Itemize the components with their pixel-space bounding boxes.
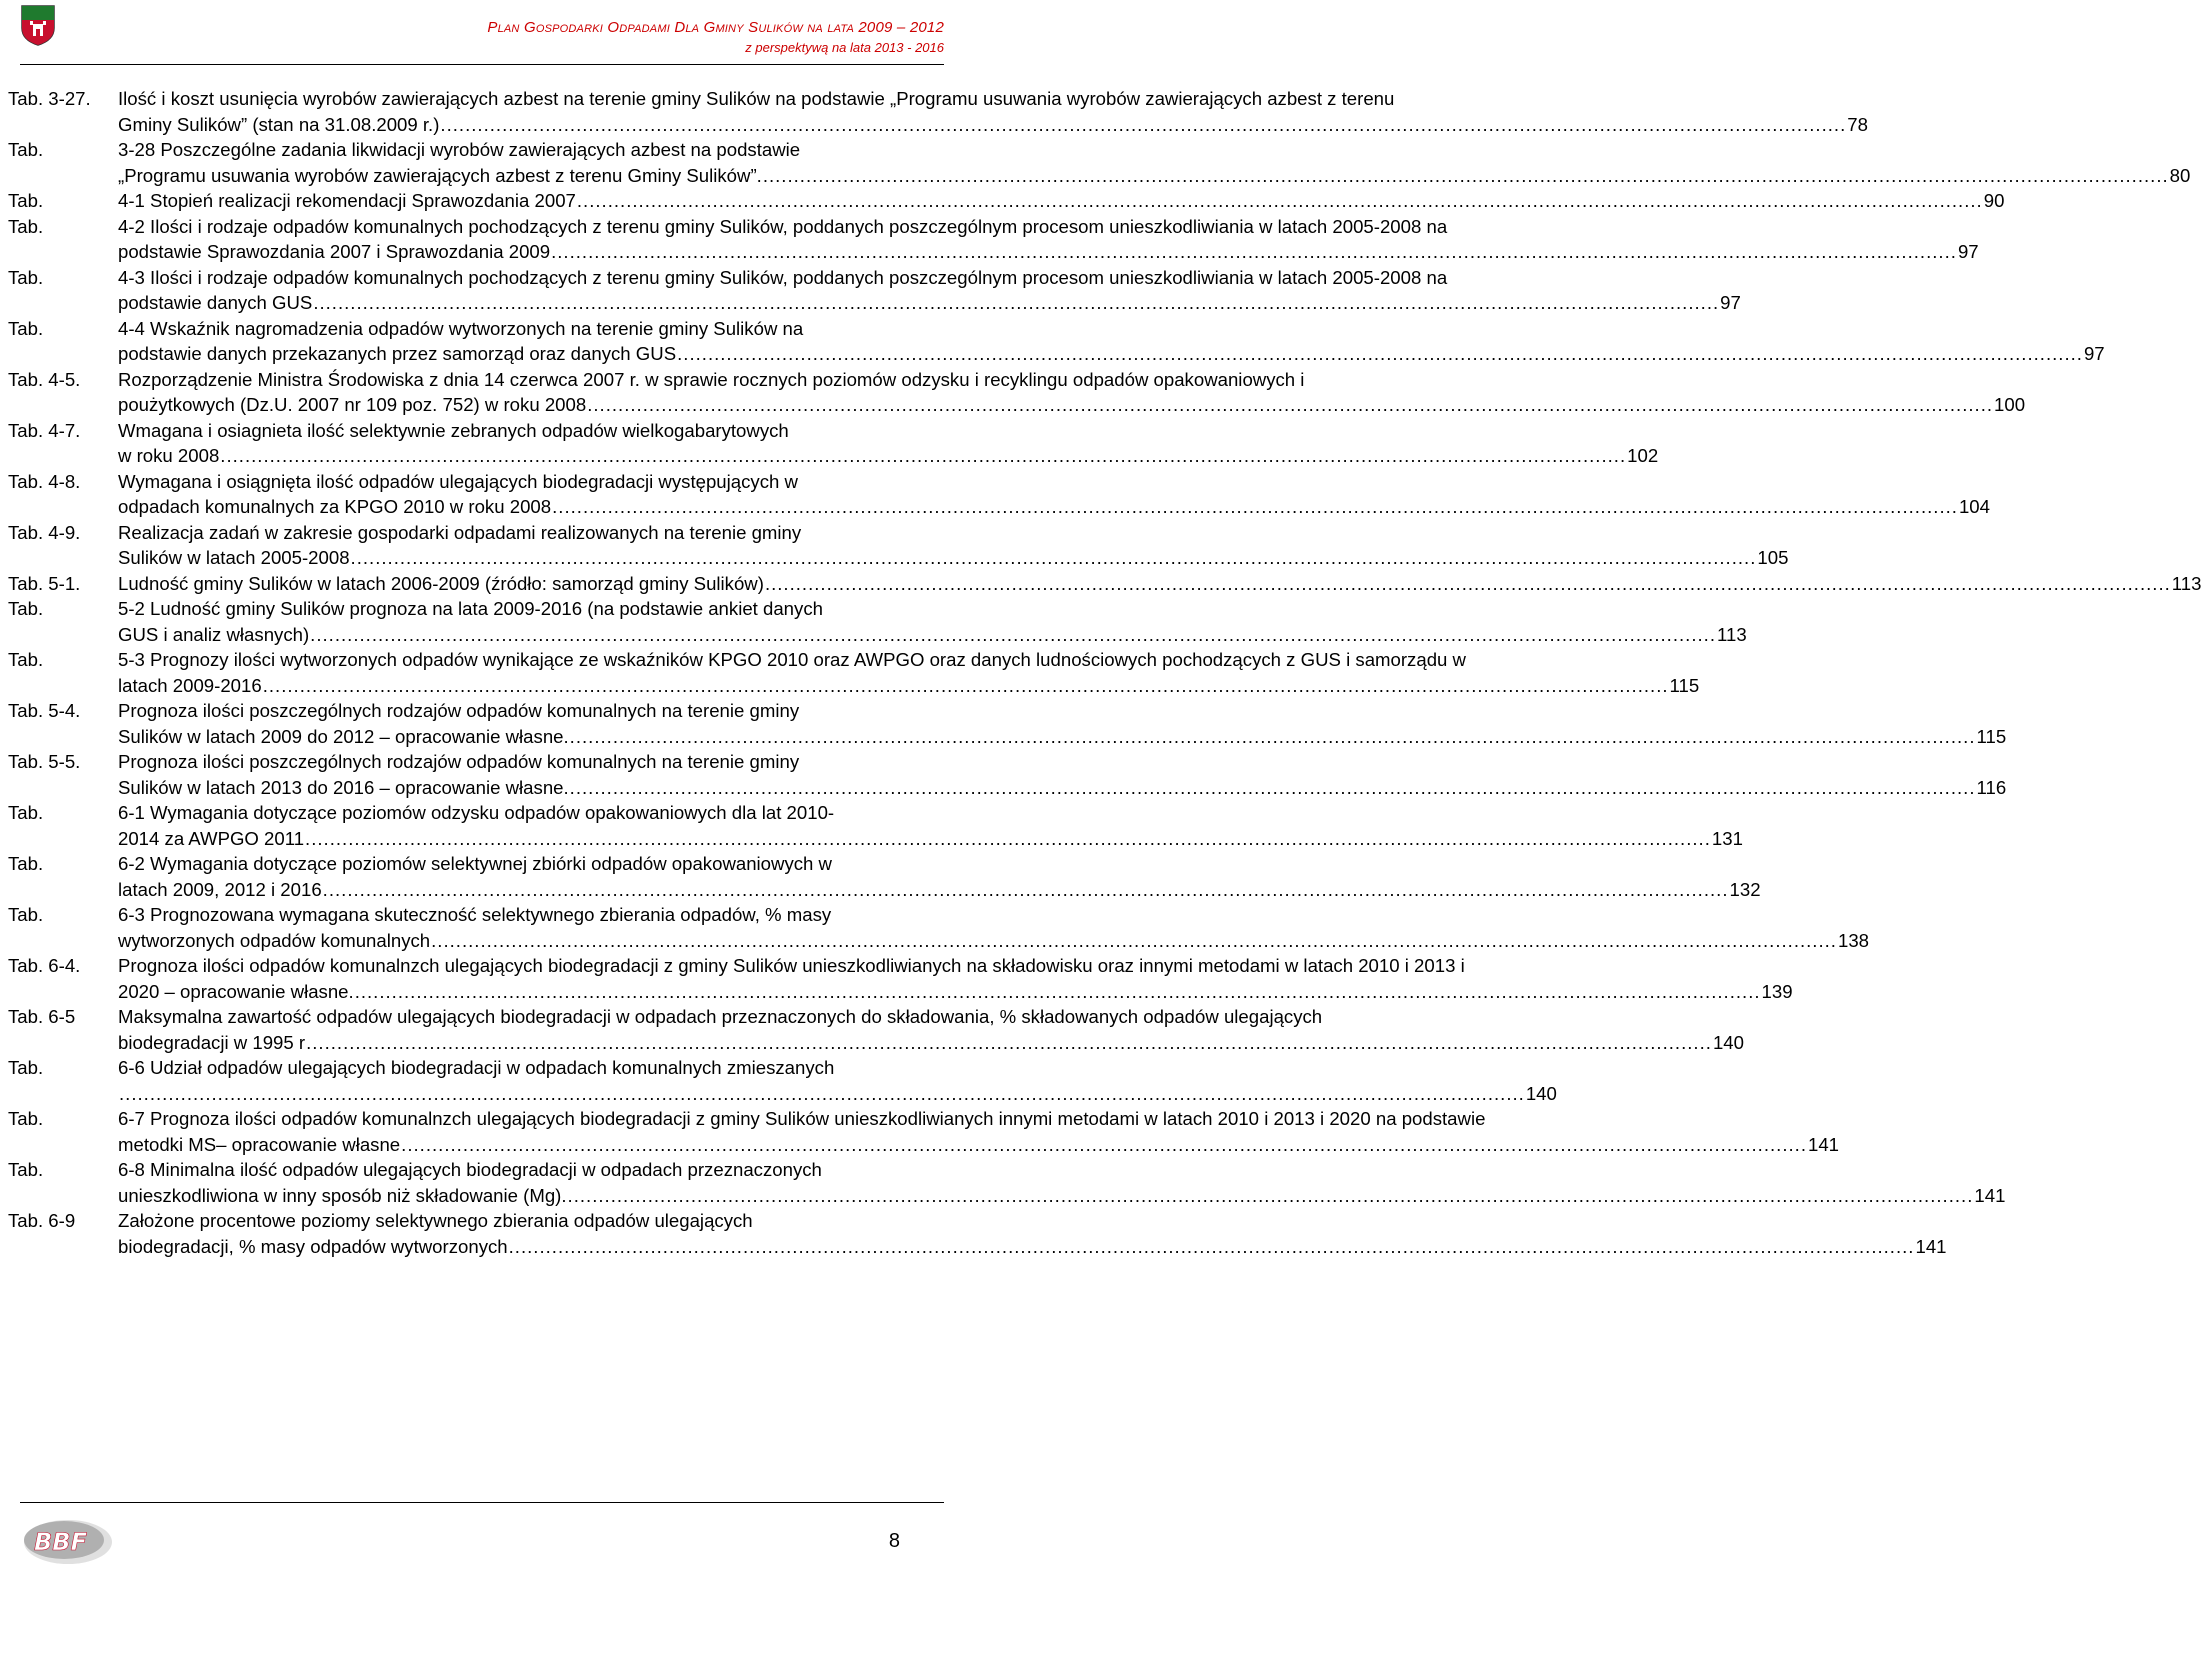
toc-leader-dots bbox=[587, 392, 1993, 418]
document-running-title bbox=[487, 18, 944, 58]
footer-divider bbox=[20, 1502, 944, 1503]
toc-entry-page[interactable]: 138 bbox=[1837, 929, 1870, 951]
toc-leader-dots bbox=[313, 290, 1719, 316]
toc-entry-text bbox=[118, 800, 1743, 851]
toc-leader-dots bbox=[220, 443, 1626, 469]
toc-entry[interactable] bbox=[8, 1106, 1840, 1157]
toc-entry-label: Tab. bbox=[8, 215, 44, 237]
toc-leader-dots bbox=[552, 494, 1958, 520]
toc-entry-body: Wymagana i osiągnięta ilość odpadów ulegających biodegradacji występujących w bbox=[118, 470, 798, 492]
toc-entry-page[interactable]: 139 bbox=[1761, 980, 1793, 1002]
toc-entry-lastline bbox=[118, 392, 2025, 418]
toc-leader-dots bbox=[355, 979, 1761, 1005]
toc-entry-text bbox=[118, 902, 1869, 953]
toc-entry-tail: wytworzonych odpadów komunalnych bbox=[118, 929, 431, 951]
running-title-line1: Plan Gospodarki Odpadami Dla Gminy Sulików na lata 2009 – 2012 bbox=[487, 19, 944, 36]
toc-entry-tail: Sulików w latach 2005-2008 bbox=[118, 547, 350, 568]
toc-entry-body: Prognoza ilości poszczególnych rodzajów odpadów komunalnych na terenie gminy bbox=[118, 700, 800, 721]
toc-entry-page[interactable]: 97 bbox=[2083, 343, 2105, 364]
toc-entry-lastline bbox=[118, 979, 1793, 1005]
running-title-line2: z perspektywą na lata 2013 - 2016 bbox=[745, 40, 944, 55]
toc-entry-label: Tab. bbox=[8, 904, 44, 925]
toc-entry[interactable] bbox=[8, 1208, 1947, 1259]
toc-entry-page[interactable]: 141 bbox=[1915, 1235, 1947, 1257]
toc-entry-label: Tab. 6-9 bbox=[8, 1210, 76, 1231]
toc-entry-tail: podstawie danych przekazanych przez samorząd oraz danych GUS bbox=[118, 343, 677, 364]
toc-entry-label: Tab. bbox=[8, 1057, 44, 1078]
toc-entry-label: Tab. 4-9. bbox=[8, 521, 81, 543]
toc-entry-tail: latach 2009, 2012 i 2016 bbox=[118, 878, 322, 900]
toc-entry-tail: podstawie Sprawozdania 2007 i Sprawozdania 2009 bbox=[118, 241, 551, 262]
toc-entry-page[interactable]: 132 bbox=[1729, 878, 1761, 900]
toc-entry-tail: Ludność gminy Sulików w latach 2006-2009 (źródło: samorząd gminy Sulików) bbox=[118, 572, 764, 594]
toc-entry-body: Realizacja zadań w zakresie gospodarki odpadami realizowanych na terenie gminy bbox=[118, 521, 802, 543]
toc-entry-body: 4-3 Ilości i rodzaje odpadów komunalnych pochodzących z terenu gminy Sulików, poddanych poszczególnym procesom unieszkodliwiania w latach 2005-2008 na bbox=[118, 266, 1448, 288]
toc-entry-body: 5-3 Prognozy ilości wytworzonych odpadów wynikające ze wskaźników KPGO 2010 oraz AWPGO oraz danych ludnościowych pochodzących z GUS i samorządu w bbox=[118, 649, 1466, 670]
toc-entry-page[interactable]: 80 bbox=[2169, 164, 2191, 186]
toc-entry-label: Tab. bbox=[8, 802, 44, 823]
toc-entry-text bbox=[118, 1157, 2005, 1208]
toc-entry-tail: Sulików w latach 2013 do 2016 – opracowanie własne. bbox=[118, 776, 569, 798]
toc-entry-lastline bbox=[118, 341, 2105, 367]
toc-leader-dots bbox=[401, 1132, 1807, 1158]
toc-entry-text bbox=[118, 1208, 1947, 1259]
toc-entry[interactable] bbox=[8, 953, 1793, 1004]
toc-entry-page[interactable]: 104 bbox=[1958, 496, 1990, 517]
toc-entry-page[interactable]: 131 bbox=[1711, 827, 1743, 849]
toc-entry-tail: biodegradacji, % masy odpadów wytworzonych bbox=[118, 1235, 508, 1257]
toc-entry-lastline bbox=[118, 622, 1747, 648]
toc-entry[interactable] bbox=[8, 520, 1789, 571]
toc-entry-label: Tab. 5-4. bbox=[8, 700, 81, 721]
toc-leader-dots bbox=[509, 1234, 1915, 1260]
toc-leader-dots bbox=[765, 571, 2171, 597]
toc-leader-dots bbox=[263, 673, 1669, 699]
toc-entry-body: 4-4 Wskaźnik nagromadzenia odpadów wytworzonych na terenie gminy Sulików na bbox=[118, 317, 804, 339]
toc-entry-body: Wmagana i osiagnieta ilość selektywnie zebranych odpadów wielkogabarytowych bbox=[118, 419, 789, 441]
toc-entry[interactable] bbox=[8, 367, 2026, 418]
toc-entry[interactable] bbox=[8, 800, 1743, 851]
toc-entry-page[interactable]: 97 bbox=[1720, 292, 1741, 313]
toc-entry-page[interactable]: 115 bbox=[1976, 725, 2007, 747]
toc-entry-lastline bbox=[118, 443, 1658, 469]
toc-entry-text bbox=[118, 367, 2025, 418]
toc-entry-text bbox=[118, 851, 1761, 902]
toc-entry-lastline bbox=[118, 1132, 1839, 1158]
toc-entry-body: 6-1 Wymagania dotyczące poziomów odzysku odpadów opakowaniowych dla lat 2010- bbox=[118, 802, 835, 823]
toc-entry-tail: metodki MS– opracowanie własne bbox=[118, 1133, 401, 1155]
toc-entry-tail: „Programu usuwania wyrobów zawierających azbest z terenu Gminy Sulików”. bbox=[118, 164, 762, 186]
toc-entry-lastline bbox=[118, 494, 1990, 520]
toc-leader-dots bbox=[677, 341, 2083, 367]
toc-entry-text bbox=[118, 188, 2004, 214]
toc-entry-body: 6-7 Prognoza ilości odpadów komunalnzch ulegających biodegradacji z gminy Sulików unieszkodliwianych innymi metodami w latach 2010 i 2013 i 2020 na podstawie bbox=[118, 1108, 1486, 1129]
toc-entry-label: Tab. 3-27. bbox=[8, 88, 91, 109]
bbf-logo-icon bbox=[20, 1512, 116, 1568]
toc-entry-lastline bbox=[118, 877, 1761, 903]
toc-entry-body: Założone procentowe poziomy selektywnego zbierania odpadów ulegających bbox=[118, 1210, 753, 1231]
toc-entry-label: Tab. 4-7. bbox=[8, 419, 81, 441]
toc-entry-text bbox=[118, 265, 1741, 316]
toc-entry[interactable] bbox=[8, 571, 2201, 597]
toc-entry-text bbox=[118, 647, 1699, 698]
toc-entry-label: Tab. 6-5 bbox=[8, 1006, 76, 1027]
toc-entry-label: Tab. bbox=[8, 1159, 44, 1180]
toc-entry-text bbox=[118, 1055, 1557, 1106]
toc-leader-dots bbox=[570, 775, 1976, 801]
logo-text: BBF bbox=[34, 1528, 87, 1556]
toc-entry-label: Tab. bbox=[8, 317, 44, 339]
toc-entry-text bbox=[118, 137, 2190, 188]
toc-entry[interactable] bbox=[8, 418, 1659, 469]
toc-entry-page[interactable]: 141 bbox=[1808, 1133, 1840, 1155]
toc-entry-label: Tab. bbox=[8, 649, 44, 670]
toc-entry-page[interactable]: 90 bbox=[1983, 190, 2005, 211]
toc-entry-lastline bbox=[118, 112, 1868, 138]
toc-entry-lastline bbox=[118, 1183, 2005, 1209]
toc-leader-dots bbox=[306, 1030, 1712, 1056]
toc-entry-lastline bbox=[118, 163, 2190, 189]
toc-entry-lastline bbox=[118, 928, 1869, 954]
page-number: 8 bbox=[888, 1530, 900, 1552]
toc-entry-lastline bbox=[118, 724, 2006, 750]
toc-entry-page[interactable]: 116 bbox=[1976, 776, 2007, 798]
toc-entry-text bbox=[118, 1004, 1744, 1055]
toc-entry-text bbox=[118, 418, 1658, 469]
toc-entry-body: 6-8 Minimalna ilość odpadów ulegających biodegradacji w odpadach przeznaczonych bbox=[118, 1159, 822, 1180]
toc-entry[interactable] bbox=[8, 188, 2005, 214]
toc-entry-label: Tab. bbox=[8, 853, 44, 874]
toc-entry-page[interactable]: 102 bbox=[1627, 445, 1659, 466]
toc-entry[interactable] bbox=[8, 86, 1868, 137]
toc-entry-tail: w roku 2008 bbox=[118, 445, 220, 466]
toc-entry-label: Tab. 4-8. bbox=[8, 470, 81, 492]
toc-entry-tail: Sulików w latach 2009 do 2012 – opracowanie własne. bbox=[118, 725, 569, 747]
toc-entry-text bbox=[118, 698, 2006, 749]
toc-leader-dots bbox=[310, 622, 1716, 648]
toc-entry-tail: 2020 – opracowanie własne. bbox=[118, 980, 354, 1002]
toc-entry-tail: poużytkowych (Dz.U. 2007 nr 109 poz. 752) w roku 2008 bbox=[118, 394, 587, 415]
toc-entry-page[interactable]: 105 bbox=[1757, 547, 1789, 568]
toc-entry-tail: latach 2009-2016 bbox=[118, 674, 262, 696]
toc-leader-dots bbox=[440, 112, 1846, 138]
toc-entry-lastline bbox=[118, 673, 1699, 699]
municipality-crest-icon bbox=[20, 4, 56, 46]
toc-entry-page[interactable]: 141 bbox=[1974, 1184, 2006, 1206]
toc-leader-dots bbox=[551, 239, 1957, 265]
toc-entry-tail: odpadach komunalnych za KPGO 2010 w roku 2008 bbox=[118, 496, 552, 517]
toc-entry-page[interactable]: 113 bbox=[1717, 623, 1747, 645]
toc-entry[interactable] bbox=[8, 1055, 1557, 1106]
toc-leader-dots bbox=[305, 826, 1711, 852]
toc-entry-text bbox=[118, 520, 1788, 571]
header-divider bbox=[20, 64, 944, 65]
toc-entry[interactable] bbox=[8, 749, 2007, 800]
toc-entry-text bbox=[118, 749, 2006, 800]
toc-leader-dots bbox=[568, 1183, 1974, 1209]
toc-leader-dots bbox=[323, 877, 1729, 903]
table-of-tables-list bbox=[8, 86, 2201, 1259]
toc-entry-label: Tab. 5-1. bbox=[8, 572, 81, 594]
toc-entry-body: Maksymalna zawartość odpadów ulegających biodegradacji w odpadach przeznaczonych do składowania, % składowanych odpadów ulegających bbox=[118, 1006, 1323, 1027]
toc-entry-page[interactable]: 113 bbox=[2171, 572, 2201, 594]
toc-entry[interactable] bbox=[8, 137, 2191, 188]
toc-entry-text bbox=[118, 469, 1990, 520]
toc-entry-text bbox=[118, 86, 1868, 137]
toc-entry-page[interactable]: 78 bbox=[1847, 113, 1868, 135]
toc-entry-page[interactable]: 100 bbox=[1994, 394, 2026, 415]
toc-entry[interactable] bbox=[8, 1157, 2006, 1208]
toc-entry-lastline bbox=[118, 239, 1979, 265]
toc-entry-page[interactable]: 97 bbox=[1957, 241, 1979, 262]
toc-entry-label: Tab. 4-5. bbox=[8, 368, 81, 390]
toc-entry[interactable] bbox=[8, 265, 1741, 316]
toc-leader-dots bbox=[577, 188, 1983, 214]
toc-entry-tail: unieszkodliwiona w inny sposób niż składowanie (Mg). bbox=[118, 1184, 567, 1206]
toc-entry[interactable] bbox=[8, 469, 1990, 520]
toc-entry-body: 6-2 Wymagania dotyczące poziomów selektywnej zbiórki odpadów opakowaniowych w bbox=[118, 853, 832, 874]
toc-entry-text bbox=[118, 316, 2105, 367]
toc-entry-lastline bbox=[118, 1030, 1744, 1056]
toc-entry-body: 3-28 Poszczególne zadania likwidacji wyrobów zawierających azbest na podstawie bbox=[118, 139, 801, 160]
toc-entry-lastline bbox=[118, 290, 1741, 316]
toc-entry-label: Tab. bbox=[8, 1108, 44, 1129]
toc-leader-dots bbox=[763, 163, 2169, 189]
toc-entry-body: 6-3 Prognozowana wymagana skuteczność selektywnego zbierania odpadów, % masy bbox=[118, 904, 832, 925]
toc-leader-dots bbox=[119, 1081, 1525, 1107]
toc-entry[interactable] bbox=[8, 902, 1870, 953]
toc-leader-dots bbox=[570, 724, 1976, 750]
toc-entry-tail: podstawie danych GUS bbox=[118, 292, 313, 313]
toc-entry-tail: 4-1 Stopień realizacji rekomendacji Sprawozdania 2007 bbox=[118, 190, 576, 211]
toc-entry-text bbox=[118, 571, 2201, 597]
toc-entry-label: Tab. bbox=[8, 139, 44, 160]
toc-entry-tail: GUS i analiz własnych) bbox=[118, 623, 310, 645]
toc-entry-label: Tab. bbox=[8, 598, 44, 619]
toc-entry-body: 4-2 Ilości i rodzaje odpadów komunalnych pochodzących z terenu gminy Sulików, poddanych poszczególnym procesom unieszkodliwiania w latach 2005-2008 na bbox=[118, 215, 1448, 237]
toc-entry-lastline bbox=[118, 545, 1788, 571]
toc-entry[interactable] bbox=[8, 647, 1700, 698]
toc-entry-body: Prognoza ilości odpadów komunalnzch ulegających biodegradacji z gminy Sulików unieszkodliwianych na składowisku oraz innymi metodami w latach 2010 i 2013 i bbox=[118, 955, 1465, 976]
toc-entry-body: Ilość i koszt usunięcia wyrobów zawierających azbest na terenie gminy Sulików na podstawie „Programu usuwania wyrobów zawierających azbest z terenu bbox=[118, 88, 1395, 109]
toc-entry-body: 5-2 Ludność gminy Sulików prognoza na lata 2009-2016 (na podstawie ankiet danych bbox=[118, 598, 823, 619]
toc-leader-dots bbox=[351, 545, 1757, 571]
toc-entry-label: Tab. 5-5. bbox=[8, 751, 81, 772]
toc-entry-body: 6-6 Udział odpadów ulegających biodegradacji w odpadach komunalnych zmieszanych bbox=[118, 1057, 835, 1078]
toc-entry-lastline bbox=[118, 571, 2201, 597]
toc-entry-text bbox=[118, 953, 1793, 1004]
toc-entry-lastline bbox=[118, 188, 2004, 214]
toc-entry-lastline bbox=[118, 826, 1743, 852]
toc-entry[interactable] bbox=[8, 214, 1979, 265]
toc-entry-text bbox=[118, 596, 1747, 647]
toc-entry-page[interactable]: 140 bbox=[1525, 1082, 1557, 1104]
toc-entry-text bbox=[118, 1106, 1839, 1157]
toc-entry[interactable] bbox=[8, 316, 2105, 367]
toc-entry-tail: biodegradacji w 1995 r bbox=[118, 1031, 306, 1053]
toc-entry[interactable] bbox=[8, 698, 2007, 749]
toc-entry-body: Rozporządzenie Ministra Środowiska z dnia 14 czerwca 2007 r. w sprawie rocznych poziomów odzysku i recyklingu odpadów opakowaniowych i bbox=[118, 368, 1305, 390]
toc-entry-page[interactable]: 140 bbox=[1712, 1031, 1744, 1053]
toc-entry-label: Tab. bbox=[8, 190, 44, 211]
toc-entry-tail: Gminy Sulików” (stan na 31.08.2009 r.) bbox=[118, 113, 440, 135]
toc-leader-dots bbox=[431, 928, 1837, 954]
toc-entry-lastline bbox=[118, 1081, 1557, 1107]
toc-entry-lastline bbox=[118, 775, 2006, 801]
toc-entry[interactable] bbox=[8, 851, 1761, 902]
toc-entry-body: Prognoza ilości poszczególnych rodzajów odpadów komunalnych na terenie gminy bbox=[118, 751, 800, 772]
toc-entry-tail: 2014 za AWPGO 2011 bbox=[118, 827, 305, 849]
toc-entry-label: Tab. 6-4. bbox=[8, 955, 81, 976]
toc-entry-lastline bbox=[118, 1234, 1947, 1260]
page-header bbox=[0, 0, 960, 70]
toc-entry-text bbox=[118, 214, 1979, 265]
toc-entry-page[interactable]: 115 bbox=[1669, 674, 1700, 696]
toc-entry-label: Tab. bbox=[8, 266, 44, 288]
toc-entry[interactable] bbox=[8, 1004, 1744, 1055]
toc-entry[interactable] bbox=[8, 596, 1747, 647]
